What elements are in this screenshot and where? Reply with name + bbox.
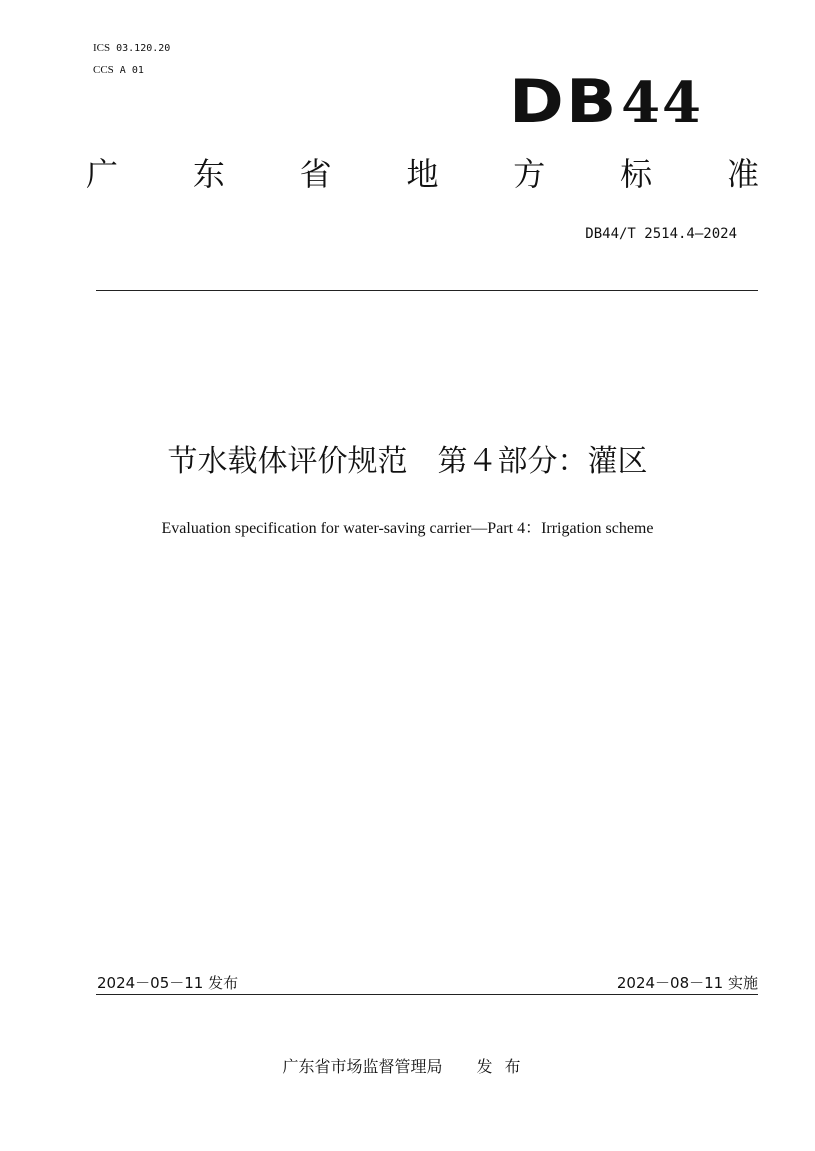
- ccs-line: [93, 64, 144, 76]
- standard-type-char: 方: [513, 155, 546, 193]
- ics-label: ICS: [93, 42, 111, 54]
- bottom-divider: [96, 994, 758, 995]
- standard-type-char: 准: [726, 155, 759, 193]
- db-standard-mark: [508, 67, 703, 137]
- top-divider: [96, 290, 758, 291]
- standard-number: DB44/T 2514.4—2024: [585, 226, 737, 242]
- ics-line: [93, 42, 170, 54]
- standard-type-char: 标: [620, 155, 653, 193]
- standard-type-char: 广: [85, 155, 118, 193]
- publisher-line: [0, 1054, 815, 1077]
- publisher-name: 广东省市场监督管理局: [282, 1057, 443, 1076]
- ccs-label: CCS: [93, 64, 114, 76]
- ccs-code: A 01: [119, 65, 144, 76]
- title-chinese: 节水载体评价规范 第４部分：灌区: [167, 444, 648, 479]
- standard-type-heading: [85, 155, 760, 193]
- standard-type-char: 东: [192, 155, 225, 193]
- issue-date: 2024－05－11 发布: [97, 974, 239, 992]
- standard-type-char: 地: [406, 155, 439, 193]
- standard-type-char: 省: [299, 155, 332, 193]
- implement-date: 2024－08－11 实施: [616, 974, 758, 992]
- db-number: 44: [621, 70, 703, 136]
- publish-action: 发布: [476, 1057, 533, 1076]
- title-english: Evaluation specification for water-saving carrier—Part 4：Irrigation scheme: [161, 520, 654, 537]
- ics-code: 03.120.20: [116, 43, 171, 54]
- db-letters: DB: [508, 67, 619, 137]
